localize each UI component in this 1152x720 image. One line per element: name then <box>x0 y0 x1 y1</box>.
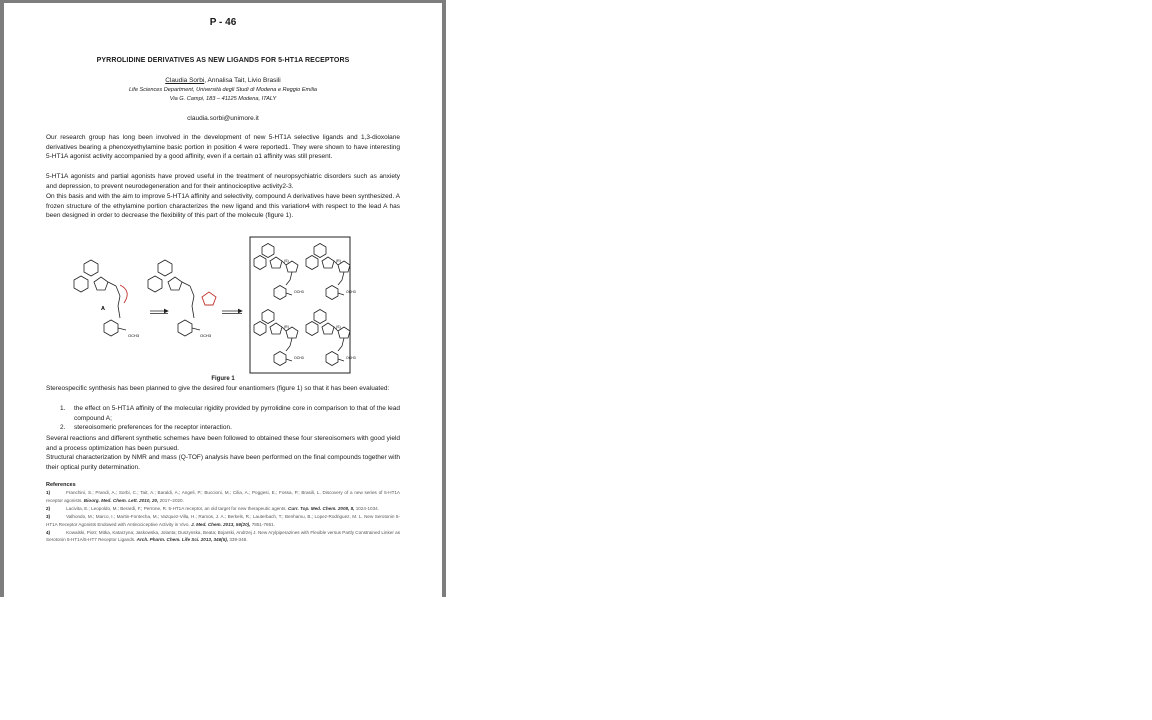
chemical-structures <box>46 231 406 376</box>
stereo-label: (R) <box>336 259 341 263</box>
references-list <box>46 489 400 544</box>
substituent-label-frozen: OCH3 <box>200 333 212 338</box>
intro-paragraph-2: 5-HT1A agonists and partial agonists have proved useful in the treatment of neuropsychiatric disorders such as anxiety and depression, to prevent neurodegeneration and for their antinociceptive activity2-3. <box>46 173 400 190</box>
enantiomers-box <box>250 237 350 373</box>
references-heading: References <box>46 482 76 488</box>
enantiomer-rs <box>306 310 356 366</box>
substituent-label-a: OCH3 <box>128 333 140 338</box>
reference-item: 1) Franchini, S.; Prandi, A.; Sorbi, C.; Tait, A.; Baraldi, A.; Angeli, P.; Buccioni, M.; Cilia, A.; Poggesi, E.; Fossa, P.; Brasili, L. Discovery of a new series of 5-HT1A receptor agonists. Bioorg. Med. Chem. Lett. 2010, 20, 2017–2020. <box>46 490 400 503</box>
figure-caption: Figure 1 <box>211 376 235 382</box>
characterization-paragraph: Structural characterization by NMR and mass (Q-TOF) analysis have been performed on the final compounds together with their optical purity determination. <box>46 454 400 471</box>
substituent-label: OCH3 <box>346 290 356 294</box>
intro-paragraph-1: Our research group has long been involved in the development of new 5-HT1A selective ligands and 1,3-dioxolane derivatives bearing a phenoxyethylamine basic portion in position 4 were reported1. They were shown to have interesting 5-HT1A agonist activity accompanied by a good affinity, even if a certain α1 affinity was still present. <box>46 134 400 161</box>
co-authors: , Annalisa Tait, Livio Brasili <box>204 77 281 84</box>
reference-item: 2) Lacivita, E.; Leopoldo, M.; Berardi, F.; Perrone, R. 5-HT1A receptor, an old target for new therapeutic agents. Curr. Top. Med. Chem. 2008, 8, 1024-1034. <box>46 505 379 511</box>
compound-label-a: A <box>101 306 105 312</box>
figure-1-scheme <box>46 231 406 376</box>
list-item: 2. stereoisomeric preferences for the receptor interaction. <box>60 424 232 432</box>
presenting-author: Claudia Sorbi <box>165 77 205 84</box>
author-email: claudia.sorbi@unimore.it <box>187 115 259 122</box>
substituent-label: OCH3 <box>346 356 356 360</box>
frozen-structure <box>148 260 216 338</box>
enantiomer-sr <box>306 244 356 300</box>
list-item: 1. the effect on 5-HT1A affinity of the molecular rigidity provided by pyrrolidine core in comparison to that of the lead compound A; <box>60 405 400 422</box>
document-viewer[interactable] <box>0 0 446 597</box>
stereo-label: (S) <box>336 325 341 329</box>
affiliation-address: Via G. Campi, 183 – 41125 Modena, ITALY <box>169 96 277 102</box>
stereo-label: (S) <box>284 259 289 263</box>
synthesis-paragraph: Several reactions and different synthetic schemes have been followed to obtained these four stereoisomers with good yield and a process optimization has been pursued. <box>46 435 400 452</box>
lead-compound-a-structure <box>74 260 140 338</box>
substituent-label: OCH3 <box>294 356 304 360</box>
aims-list <box>46 404 400 433</box>
enantiomer-ss <box>254 244 304 300</box>
intro-paragraph-3: On this basis and with the aim to improve 5-HT1A affinity and selectivity, compound A derivatives have been synthesized. A frozen structure of the ethylamine portion characterizes the new ligand and this variation4 with respect to the lead A has been designed in order to decrease the flexibility of this part of the molecule (figure 1). <box>46 193 400 220</box>
affiliation-department: Life Sciences Department, Università degli Studi di Modena e Reggio Emilia <box>128 87 318 93</box>
stereo-label: (R) <box>284 325 289 329</box>
reference-item: 3) Valhondo, M.; Marco, I.; Martin-Fontecha, M.; Vazquez-Villa, H.; Ramos, J. A.; Berkels, R.; Lauterbach, T.; Benhamu, B.; Lopez-Rodriguez, M. L. New Serotonin 5-HT1A Receptor Agonists Endowed with Antinociceptive Activity in Vivo. J. Med. Chem. 2013, 56(20), 7851-7861. <box>46 513 400 527</box>
page-number: P - 46 <box>209 17 237 28</box>
paper-title: PYRROLIDINE DERIVATIVES AS NEW LIGANDS FOR 5-HT1A RECEPTORS <box>96 57 350 64</box>
document-page <box>4 3 442 597</box>
results-paragraph: Stereospecific synthesis has been planned to give the desired four enantiomers (figure 1) so that it has been evaluated: <box>46 385 390 392</box>
author-list <box>4 77 442 84</box>
substituent-label: OCH3 <box>294 290 304 294</box>
reference-item: 4) Kowalski, Piotr; Mitka, Katarzyna; Jaskowska, Jolanta; Duszynska, Beata; Bojarski, Andrzej J. New Arylpiperazines with Flexible versus Partly Constrained Linker as Serotonin 5-HT1A/5-HT7 Receptor Ligands. Arch. Pharm. Chem. Life Sci. 2013, 346(5), 339-348. <box>46 529 400 543</box>
enantiomer-rr <box>254 310 304 366</box>
